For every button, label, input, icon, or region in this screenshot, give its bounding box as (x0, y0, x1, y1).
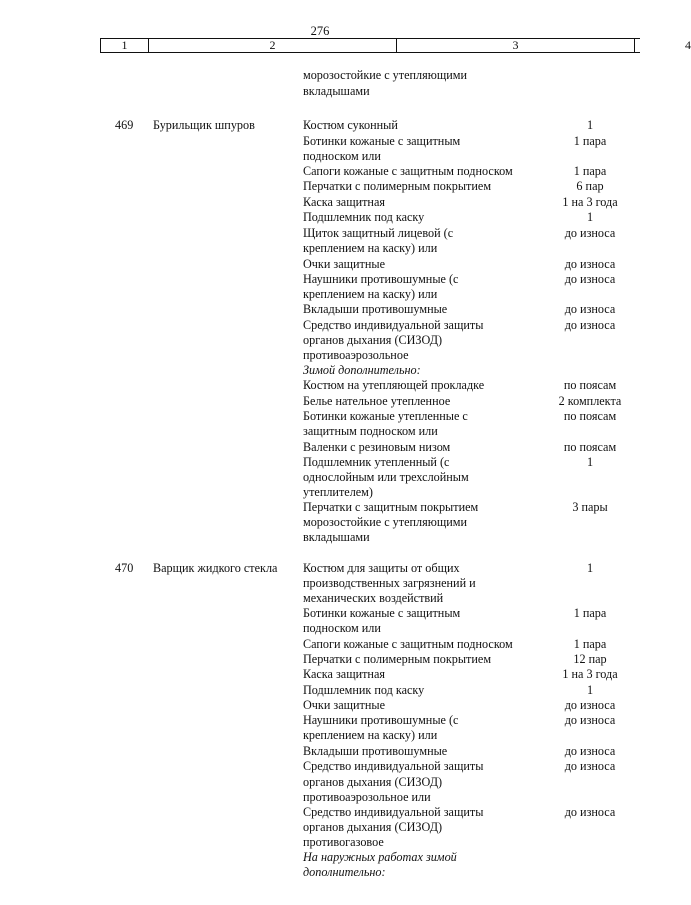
line-e470-i1c: механических воздействий (303, 591, 444, 605)
line-e469-i11c: противоаэрозольное (303, 348, 409, 362)
line-e469-i1: Костюм суконный (303, 118, 398, 132)
line-e470-i2b: подноском или (303, 621, 381, 635)
line-e470-i3: Сапоги кожаные с защитным подноском (303, 637, 513, 651)
line-e470-q4: 12 пар (573, 652, 607, 666)
line-e470-i9: Вкладыши противошумные (303, 744, 448, 758)
line-e469-q7: до износа (564, 226, 616, 240)
line-e469-q8: до износа (564, 257, 616, 271)
line-e470-q9: до износа (564, 744, 616, 758)
line-e470-q10: до износа (564, 759, 616, 773)
line-e469-w6a: Перчатки с защитным покрытием (303, 500, 479, 514)
line-e469-w1: Костюм на утепляющей прокладке (303, 378, 485, 392)
line-e469-w4: Валенки с резиновым низом (303, 440, 451, 454)
line-e470-i4: Перчатки с полимерным покрытием (303, 652, 492, 666)
line-e469-w3b: защитным подноском или (303, 424, 438, 438)
line-e470-q6: 1 (586, 683, 594, 697)
line-e469-i10: Вкладыши противошумные (303, 302, 448, 316)
line-e469-wq1: по поясам (563, 378, 617, 392)
line-e470-outdoor-a: На наружных работах зимой (303, 850, 457, 864)
line-e469-i6: Подшлемник под каску (303, 210, 425, 224)
line-e469-i11b: органов дыхания (СИЗОД) (303, 333, 443, 347)
line-e470-i5: Каска защитная (303, 667, 385, 681)
line-e470-i10b: органов дыхания (СИЗОД) (303, 775, 443, 789)
line-e469-q6: 1 (586, 210, 594, 224)
header-col-4: 4 (685, 38, 691, 52)
line-e470-i6: Подшлемник под каску (303, 683, 425, 697)
line-e470-q11: до износа (564, 805, 616, 819)
page-number: 276 (310, 24, 330, 38)
line-e469-i2a: Ботинки кожаные с защитным (303, 134, 461, 148)
line-e469-w3a: Ботинки кожаные утепленные с (303, 409, 468, 423)
line-e469-q4: 6 пар (576, 179, 604, 193)
line-e469-i11a: Средство индивидуальной защиты (303, 318, 484, 332)
header-col-3: 3 (397, 39, 635, 52)
line-e469-wq3: по поясам (563, 409, 617, 423)
line-e469-q3: 1 пара (573, 164, 607, 178)
line-cont-1: морозостойкие с утепляющими (303, 68, 467, 82)
line-e469-wq6: 3 пары (572, 500, 608, 514)
line-e469-w5c: утеплителем) (303, 485, 373, 499)
line-e470-i11a: Средство индивидуальной защиты (303, 805, 484, 819)
line-e470-i11b: органов дыхания (СИЗОД) (303, 820, 443, 834)
line-e470-i8b: креплением на каску) или (303, 728, 438, 742)
line-e470-name: Варщик жидкого стекла (153, 561, 278, 575)
line-e469-q10: до износа (564, 302, 616, 316)
line-e469-i7a: Щиток защитный лицевой (с (303, 226, 454, 240)
line-e469-i2b: подноском или (303, 149, 381, 163)
line-e469-num: 469 (115, 118, 134, 132)
line-e469-wq4: по поясам (563, 440, 617, 454)
line-e470-q2: 1 пара (573, 606, 607, 620)
line-e470-q3: 1 пара (573, 637, 607, 651)
line-e470-i1a: Костюм для защиты от общих (303, 561, 460, 575)
line-e470-outdoor-b: дополнительно: (303, 865, 386, 879)
line-e469-i8: Очки защитные (303, 257, 385, 271)
table-header-row (100, 38, 691, 53)
line-e469-name: Бурильщик шпуров (153, 118, 255, 132)
line-e470-i8a: Наушники противошумные (с (303, 713, 459, 727)
line-e469-i7b: креплением на каску) или (303, 241, 438, 255)
line-e469-w5b: однослойным или трехслойным (303, 470, 469, 484)
line-e469-w5a: Подшлемник утепленный (с (303, 455, 450, 469)
line-e470-i11c: противогазовое (303, 835, 384, 849)
line-e469-wq5: 1 (586, 455, 594, 469)
line-e469-q2: 1 пара (573, 134, 607, 148)
line-cont-2: вкладышами (303, 84, 370, 98)
line-e469-w6b: морозостойкие с утепляющими (303, 515, 467, 529)
line-e469-q9: до износа (564, 272, 616, 286)
header-col-2: 2 (149, 39, 397, 52)
line-e469-winter: Зимой дополнительно: (303, 363, 421, 377)
line-e470-num: 470 (115, 561, 134, 575)
line-e469-q5: 1 на 3 года (562, 195, 618, 209)
line-e470-i2a: Ботинки кожаные с защитным (303, 606, 461, 620)
line-e469-i9a: Наушники противошумные (с (303, 272, 459, 286)
line-e469-i9b: креплением на каску) или (303, 287, 438, 301)
line-e469-i5: Каска защитная (303, 195, 385, 209)
line-e470-q5: 1 на 3 года (562, 667, 618, 681)
line-e470-q7: до износа (564, 698, 616, 712)
line-e470-q1: 1 (586, 561, 594, 575)
line-e470-q8: до износа (564, 713, 616, 727)
line-e469-wq2: 2 комплекта (558, 394, 622, 408)
line-e469-w2: Белье нательное утепленное (303, 394, 451, 408)
line-e469-i3: Сапоги кожаные с защитным подноском (303, 164, 513, 178)
line-e470-i7: Очки защитные (303, 698, 385, 712)
line-e469-q1: 1 (586, 118, 594, 132)
header-col-1: 1 (101, 39, 149, 52)
line-e470-i10a: Средство индивидуальной защиты (303, 759, 484, 773)
line-e469-q11: до износа (564, 318, 616, 332)
line-e470-i1b: производственных загрязнений и (303, 576, 476, 590)
line-e469-w6c: вкладышами (303, 530, 370, 544)
line-e470-i10c: противоаэрозольное или (303, 790, 431, 804)
line-e469-i4: Перчатки с полимерным покрытием (303, 179, 492, 193)
